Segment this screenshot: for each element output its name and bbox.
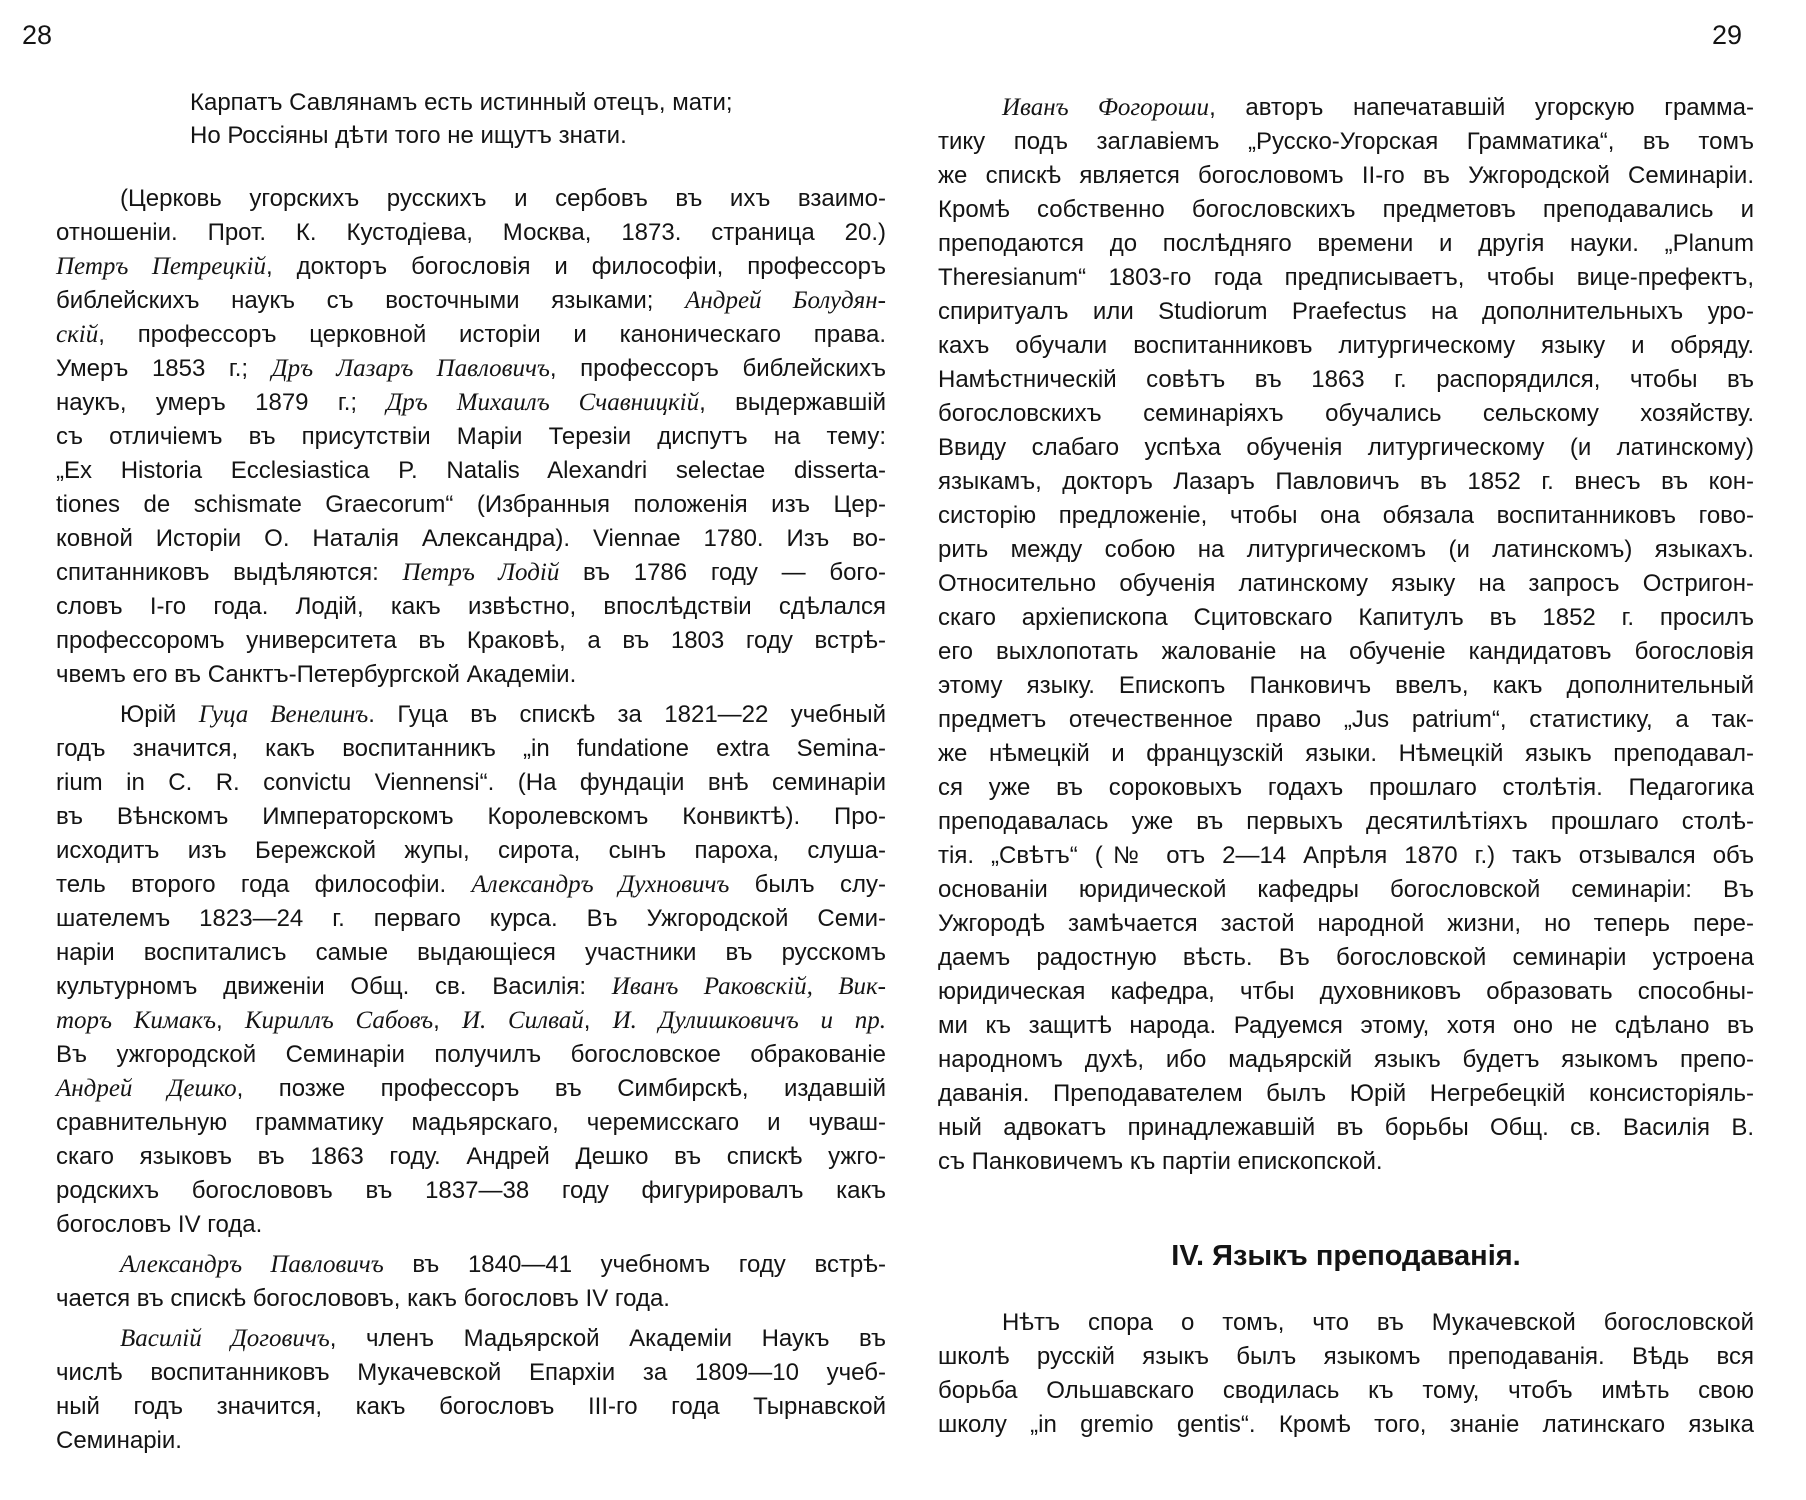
- text-line: [56, 936, 886, 970]
- text-line: [56, 1390, 886, 1424]
- text-run: спитанниковъ выдѣляются:: [56, 559, 403, 586]
- text-line: [56, 1208, 886, 1242]
- text-run: этому языку. Епископъ Панковичъ ввелъ, какъ дополнительный: [938, 672, 1754, 699]
- italic-name: торъ Кимакъ: [56, 1007, 217, 1034]
- text-line: [938, 533, 1754, 567]
- text-line: [56, 1106, 886, 1140]
- italic-name: Александръ Духновичъ: [471, 871, 730, 898]
- text-line: [938, 125, 1754, 159]
- text-run: въ Вѣнскомъ Императорскомъ Королевскомъ Конвиктѣ). Про-: [56, 803, 886, 830]
- text-run: Ужгородѣ замѣчается застой народной жизни, но теперь пере-: [938, 910, 1754, 937]
- text-line: [938, 431, 1754, 465]
- text-run: , профессоръ библейскихъ: [549, 355, 886, 382]
- text-run: рить между собою на литургическомъ (и латинскомъ) языкахъ.: [938, 536, 1754, 563]
- italic-name: Дръ Михаилъ Счавницкій: [386, 389, 700, 416]
- text-line: [938, 1009, 1754, 1043]
- text-line: [938, 397, 1754, 431]
- section-body-text: [938, 1306, 1754, 1448]
- text-line: [56, 1174, 886, 1208]
- text-run: „Ex Historia Ecclesiastica P. Natalis Alexandri selectae disserta-: [56, 457, 886, 484]
- text-run: , позже профессоръ въ Симбирскѣ, издавшій: [236, 1075, 886, 1102]
- text-run: школу „in gremio gentis“. Кромѣ того, знаніе латинскаго языка: [938, 1411, 1754, 1438]
- text-line: [938, 193, 1754, 227]
- text-run: , докторъ богословія и философіи, профессоръ: [266, 253, 886, 280]
- text-run: отношеніи. Прот. К. Кустодіева, Москва, 1873. страница 20.): [56, 219, 886, 246]
- text-run: культурномъ движеніи Общ. св. Василія:: [56, 973, 612, 1000]
- text-run: его выхлопотать жалованіе на обученіе кандидатовъ богословія: [938, 638, 1754, 665]
- text-run: Семинаріи.: [56, 1427, 182, 1454]
- text-line: [56, 1282, 886, 1316]
- text-line: [56, 834, 886, 868]
- text-run: въ 1786 году — бого-: [559, 559, 886, 586]
- text-line: [56, 590, 886, 624]
- text-line: [938, 1340, 1754, 1374]
- text-run: словъ I-го года. Лодій, какъ извѣстно, впослѣдствіи сдѣлался: [56, 593, 886, 620]
- text-run: Умеръ 1853 г.;: [56, 355, 272, 382]
- text-line: [56, 284, 886, 318]
- text-run: сравнительную грамматику мадьярскаго, черемисскаго и чуваш-: [56, 1109, 886, 1136]
- text-run: Theresianum“ 1803-го года предписываетъ, чтобы вице-префектъ,: [938, 264, 1754, 291]
- paragraph: [56, 1248, 886, 1316]
- italic-name: Андрей Дешко: [56, 1075, 237, 1102]
- italic-name: И. Дулишковичъ и пр.: [612, 1007, 887, 1034]
- text-run: ся уже въ сороковыхъ годахъ прошлаго столѣтія. Педагогика: [938, 774, 1754, 801]
- text-run: тель второго года философіи.: [56, 871, 472, 898]
- text-run: Ввиду слабаго успѣха обученія литургическому (и латинскому): [938, 434, 1754, 461]
- text-line: [938, 91, 1754, 125]
- italic-name: Гуца Венелинъ: [198, 701, 369, 728]
- text-line: [938, 669, 1754, 703]
- italic-name: Кириллъ Сабовъ: [244, 1007, 434, 1034]
- text-run: rium in C. R. convictu Viennensi“. (На фундаціи внѣ семинаріи: [56, 769, 886, 796]
- text-line: [56, 902, 886, 936]
- text-line: [56, 386, 886, 420]
- italic-name: Андрей Болудян-: [685, 287, 886, 314]
- text-line: [56, 488, 886, 522]
- text-line: [938, 1043, 1754, 1077]
- text-line: [56, 454, 886, 488]
- right-page-text: [938, 91, 1754, 1185]
- text-line: [56, 1248, 886, 1282]
- text-run: профессоромъ университета въ Краковѣ, а въ 1803 году встрѣ-: [56, 627, 886, 654]
- text-run: наріи воспиталисъ самые выдающіеся участники въ русскомъ: [56, 939, 886, 966]
- paragraph: [56, 182, 886, 692]
- text-line: [938, 635, 1754, 669]
- text-line: [56, 420, 886, 454]
- text-run: предметъ отечественное право „Jus patrium“, статистику, а так-: [938, 706, 1754, 733]
- paragraph: [56, 698, 886, 1242]
- text-run: Юрій: [120, 701, 199, 728]
- text-line: [56, 119, 886, 152]
- text-run: Карпатъ Савлянамъ есть истинный отецъ, мати;: [190, 89, 733, 116]
- text-run: кахъ обучали воспитанниковъ литургическому языку и обряду.: [938, 332, 1754, 359]
- text-run: спиритуалъ или Studiorum Praefectus на дополнительныхъ уро-: [938, 298, 1754, 325]
- text-run: Но Россіяны дѣти того не ищутъ знати.: [190, 122, 627, 149]
- italic-name: скій: [56, 321, 99, 348]
- italic-name: Петръ Петрецкій: [56, 253, 266, 280]
- text-run: борьба Ольшавскаго сводилась къ тому, чтобъ имѣть свою: [938, 1377, 1754, 1404]
- text-run: числѣ воспитанниковъ Мукачевской Епархіи за 1809—10 учеб-: [56, 1359, 886, 1386]
- text-run: чается въ спискѣ богослововъ, какъ богословъ IV года.: [56, 1285, 670, 1312]
- text-line: [56, 1140, 886, 1174]
- text-line: [938, 261, 1754, 295]
- paragraph: [56, 1322, 886, 1458]
- text-run: чвемъ его въ Санктъ-Петербургской Академіи.: [56, 661, 577, 688]
- text-line: [938, 295, 1754, 329]
- text-line: [938, 499, 1754, 533]
- text-line: [938, 805, 1754, 839]
- text-run: систорію предложеніе, чтобы она обязала воспитанниковъ гово-: [938, 502, 1754, 529]
- text-line: [938, 465, 1754, 499]
- text-line: [938, 329, 1754, 363]
- text-run: шателемъ 1823—24 г. перваго курса. Въ Ужгородской Семи-: [56, 905, 886, 932]
- text-run: тику подъ заглавіемъ „Русско-Угорская Грамматика“, въ томъ: [938, 128, 1754, 155]
- text-line: [56, 556, 886, 590]
- text-line: [938, 839, 1754, 873]
- text-run: же нѣмецкій и французскій языки. Нѣмецкій языкъ преподавал-: [938, 740, 1754, 767]
- text-line: [938, 1111, 1754, 1145]
- text-line: [56, 800, 886, 834]
- text-line: [56, 250, 886, 284]
- text-run: скаго архіепископа Сцитовскаго Капитулъ въ 1852 г. просилъ: [938, 604, 1754, 631]
- text-run: годъ значится, какъ воспитанникъ „in fundatione extra Semina-: [56, 735, 886, 762]
- text-line: [938, 941, 1754, 975]
- italic-name: Иванъ Фогороши: [1002, 94, 1210, 121]
- text-run: ,: [583, 1007, 613, 1034]
- text-line: [938, 771, 1754, 805]
- text-run: съ отличіемъ въ присутствіи Маріи Терезіи диспутъ на тему:: [56, 423, 886, 450]
- text-run: преподаются до послѣдняго времени и другія науки. „Planum: [938, 230, 1754, 257]
- text-run: исходитъ изъ Бережской жупы, сирота, сынъ пароха, слуша-: [56, 837, 886, 864]
- page-number-right: 29: [1712, 20, 1743, 50]
- text-line: [938, 1145, 1754, 1179]
- paragraph: [938, 91, 1754, 1179]
- text-line: [56, 698, 886, 732]
- italic-name: И. Силвай: [461, 1007, 584, 1034]
- text-line: [938, 567, 1754, 601]
- text-run: богословскихъ семинаріяхъ обучались сельскому хозяйству.: [938, 400, 1754, 427]
- text-run: же спискѣ является богословомъ II-го въ Ужгородской Семинаріи.: [938, 162, 1754, 189]
- text-run: въ 1840—41 учебномъ году встрѣ-: [383, 1251, 886, 1278]
- text-run: Кромѣ собственно богословскихъ предметовъ преподавались и: [938, 196, 1754, 223]
- text-run: народномъ духѣ, ибо мадьярскій языкъ будетъ языкомъ препо-: [938, 1046, 1754, 1073]
- page-number-left: 28: [22, 20, 53, 50]
- text-run: Намѣстническій совѣтъ въ 1863 г. распорядился, чтобы въ: [938, 366, 1754, 393]
- text-run: скаго языковъ въ 1863 году. Андрей Дешко въ спискѣ ужго-: [56, 1143, 886, 1170]
- text-line: [938, 227, 1754, 261]
- text-line: [56, 970, 886, 1004]
- italic-name: Иванъ Раковскій, Вик-: [611, 973, 886, 1000]
- text-run: , выдержавшій: [699, 389, 886, 416]
- text-line: [938, 1374, 1754, 1408]
- text-line: [938, 601, 1754, 635]
- text-run: библейскихъ наукъ съ восточными языками;: [56, 287, 686, 314]
- text-line: [56, 766, 886, 800]
- paragraph: [938, 1306, 1754, 1442]
- text-run: школѣ русскій языкъ былъ языкомъ преподаванія. Вѣдь вся: [938, 1343, 1754, 1370]
- text-line: [56, 624, 886, 658]
- text-run: ми къ защитѣ народа. Радуемся этому, хотя оно не сдѣлано въ: [938, 1012, 1754, 1039]
- text-run: ,: [216, 1007, 245, 1034]
- italic-name: Дръ Лазаръ Павловичъ: [271, 355, 550, 382]
- text-run: ный адвокатъ принадлежавшій въ борьбы Общ. св. Василія В.: [938, 1114, 1754, 1141]
- text-line: [56, 182, 886, 216]
- text-run: ,: [433, 1007, 462, 1034]
- text-line: [938, 159, 1754, 193]
- text-run: ный годъ значится, какъ богословъ III-го года Тырнавской: [56, 1393, 886, 1420]
- text-line: [938, 363, 1754, 397]
- text-run: тія. „Свѣтъ“ (№ отъ 2—14 Апрѣля 1870 г.) такъ отзывался объ: [938, 842, 1754, 869]
- text-run: даемъ радостную вѣсть. Въ богословской семинаріи устроена: [938, 944, 1754, 971]
- text-line: [938, 1077, 1754, 1111]
- text-run: . Гуца въ спискѣ за 1821—22 учебный: [368, 701, 887, 728]
- text-line: [56, 732, 886, 766]
- text-run: съ Панковичемъ къ партіи епископской.: [938, 1148, 1383, 1175]
- text-run: наукъ, умеръ 1879 г.;: [56, 389, 387, 416]
- text-line: [56, 1072, 886, 1106]
- text-run: языкамъ, докторъ Лазаръ Павловичъ въ 1852 г. внесъ въ кон-: [938, 468, 1754, 495]
- text-run: былъ слу-: [729, 871, 886, 898]
- verse-block: [56, 86, 886, 152]
- text-run: ковной Исторіи О. Наталія Александра). Viennae 1780. Изъ во-: [56, 525, 886, 552]
- italic-name: Александръ Павловичъ: [120, 1251, 384, 1278]
- text-run: , членъ Мадьярской Академіи Наукъ въ: [329, 1325, 886, 1352]
- text-line: [938, 975, 1754, 1009]
- text-line: [56, 868, 886, 902]
- text-run: Нѣтъ спора о томъ, что въ Мукачевской богословской: [1002, 1309, 1754, 1336]
- text-run: богословъ IV года.: [56, 1211, 263, 1238]
- text-run: юридическая кафедра, чтбы духовниковъ образовать способны-: [938, 978, 1754, 1005]
- text-line: [938, 703, 1754, 737]
- text-line: [56, 352, 886, 386]
- text-line: [56, 1038, 886, 1072]
- text-line: [938, 907, 1754, 941]
- section-heading: IV. Языкъ преподаванія.: [1171, 1240, 1521, 1272]
- text-line: [56, 1004, 886, 1038]
- text-run: tiones de schismate Graecorum“ (Избранныя положенія изъ Цер-: [56, 491, 886, 518]
- text-line: [56, 1322, 886, 1356]
- text-run: , авторъ напечатавшій угорскую грамма-: [1209, 94, 1754, 121]
- text-run: , профессоръ церковной исторіи и каноническаго права.: [98, 321, 886, 348]
- text-run: даванія. Преподавателем былъ Юрій Негребецкій консисторіяль-: [938, 1080, 1754, 1107]
- text-line: [938, 1408, 1754, 1442]
- left-page-text: [56, 86, 886, 1464]
- text-line: [938, 1306, 1754, 1340]
- text-run: преподавалась уже въ первыхъ десятилѣтіяхъ прошлаго столѣ-: [938, 808, 1754, 835]
- text-line: [56, 1424, 886, 1458]
- text-run: Относительно обученія латинскому языку на запросъ Остригон-: [938, 570, 1754, 597]
- text-line: [56, 318, 886, 352]
- text-line: [56, 1356, 886, 1390]
- text-run: Въ ужгородской Семинаріи получилъ богословское обракованіе: [56, 1041, 886, 1068]
- text-run: основаніи юридической кафедры богословской семинаріи: Въ: [938, 876, 1754, 903]
- italic-name: Петръ Лодій: [402, 559, 560, 586]
- text-line: [56, 216, 886, 250]
- text-line: [56, 522, 886, 556]
- text-run: (Церковь угорскихъ русскихъ и сербовъ въ ихъ взаимо-: [120, 185, 886, 212]
- text-line: [56, 86, 886, 119]
- text-run: родскихъ богослововъ въ 1837—38 году фигурировалъ какъ: [56, 1177, 886, 1204]
- text-line: [56, 658, 886, 692]
- text-line: [938, 737, 1754, 771]
- text-line: [938, 873, 1754, 907]
- italic-name: Василій Договичъ: [120, 1325, 330, 1352]
